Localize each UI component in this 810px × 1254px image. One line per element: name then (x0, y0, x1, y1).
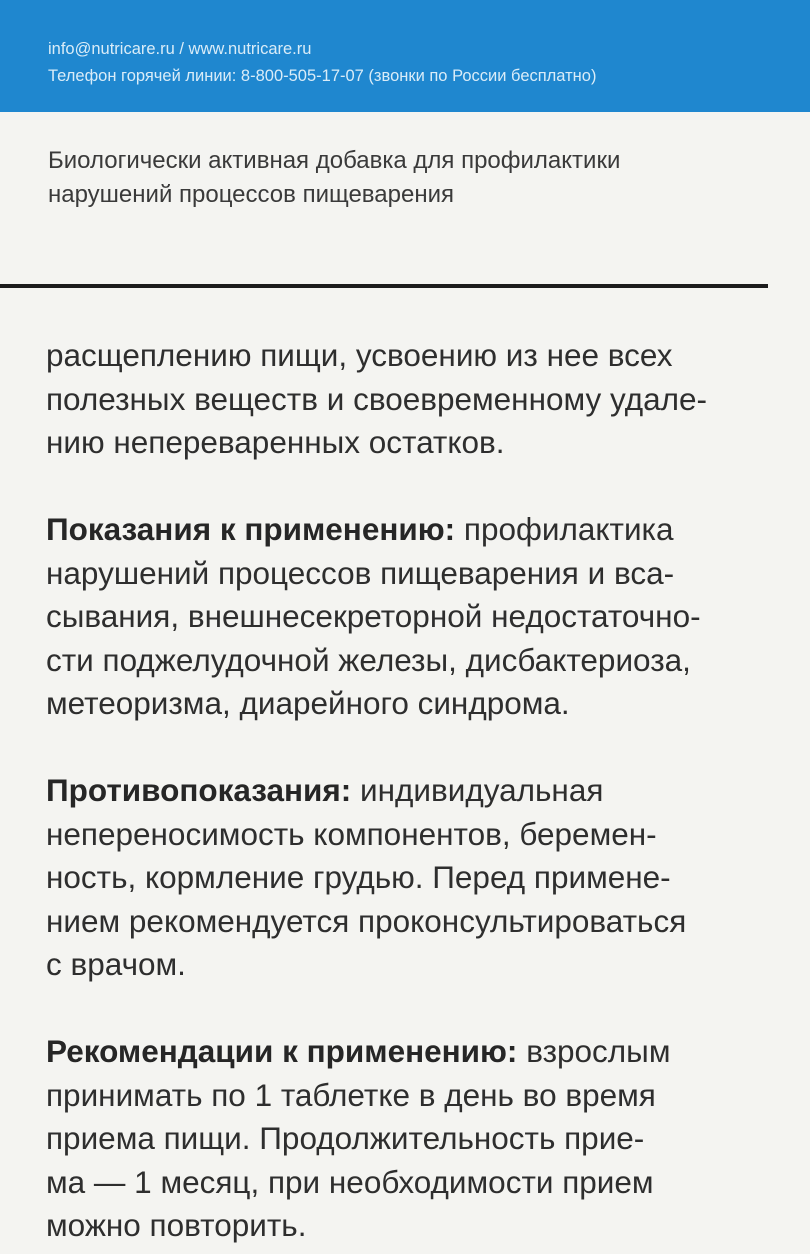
product-subtitle (48, 144, 788, 212)
recommendations-paragraph (46, 1030, 786, 1248)
text-line: приема пищи. Продолжительность прие- (46, 1120, 645, 1156)
hotline-info: Телефон горячей линии: 8-800-505-17-07 (звонки по России бесплатно) (48, 67, 597, 85)
subtitle-line: Биологически активная добавка для профилактики (48, 147, 621, 174)
text-line: сывания, внешнесекреторной недостаточно- (46, 598, 701, 634)
text-line: с врачом. (46, 946, 186, 982)
contraindications-label: Противопоказания: (46, 772, 352, 808)
intro-paragraph (46, 334, 786, 465)
text-line (46, 508, 786, 552)
text-line: расщеплению пищи, усвоению из нее всех (46, 337, 673, 373)
divider (0, 284, 768, 288)
instructions-text (46, 334, 786, 1248)
contact-info: info@nutricare.ru / www.nutricare.ru (48, 40, 312, 58)
text-line: ма — 1 месяц, при необходимости прием (46, 1163, 654, 1200)
text-line: метеоризма, диарейного синдрома. (46, 685, 570, 721)
header-band (0, 0, 810, 112)
text-line: ность, кормление грудью. Перед примене- (46, 859, 671, 895)
text-line: принимать по 1 таблетке в день во время (46, 1076, 656, 1113)
text-line: сти поджелудочной железы, дисбактериоза, (46, 641, 691, 678)
indications-first-text: профилактика (455, 511, 674, 547)
text-line (46, 1030, 786, 1074)
text-line (46, 769, 786, 813)
subtitle-line: нарушений процессов пищеварения (48, 181, 454, 208)
text-line: полезных веществ и своевременному удале- (46, 380, 707, 417)
text-line: можно повторить. (46, 1207, 307, 1243)
text-line: нию непереваренных остатков. (46, 424, 505, 460)
recommendations-label: Рекомендации к применению: (46, 1033, 518, 1069)
text-line: нарушений процессов пищеварения и вса- (46, 554, 675, 591)
indications-paragraph (46, 508, 786, 726)
indications-label: Показания к применению: (46, 511, 456, 547)
text-line: непереносимость компонентов, беремен- (46, 815, 657, 852)
contraindications-paragraph (46, 769, 786, 987)
contraindications-first-text: индивидуальная (351, 772, 604, 808)
recommendations-first-text: взрослым (517, 1033, 671, 1069)
text-line: нием рекомендуется проконсультироваться (46, 902, 687, 939)
